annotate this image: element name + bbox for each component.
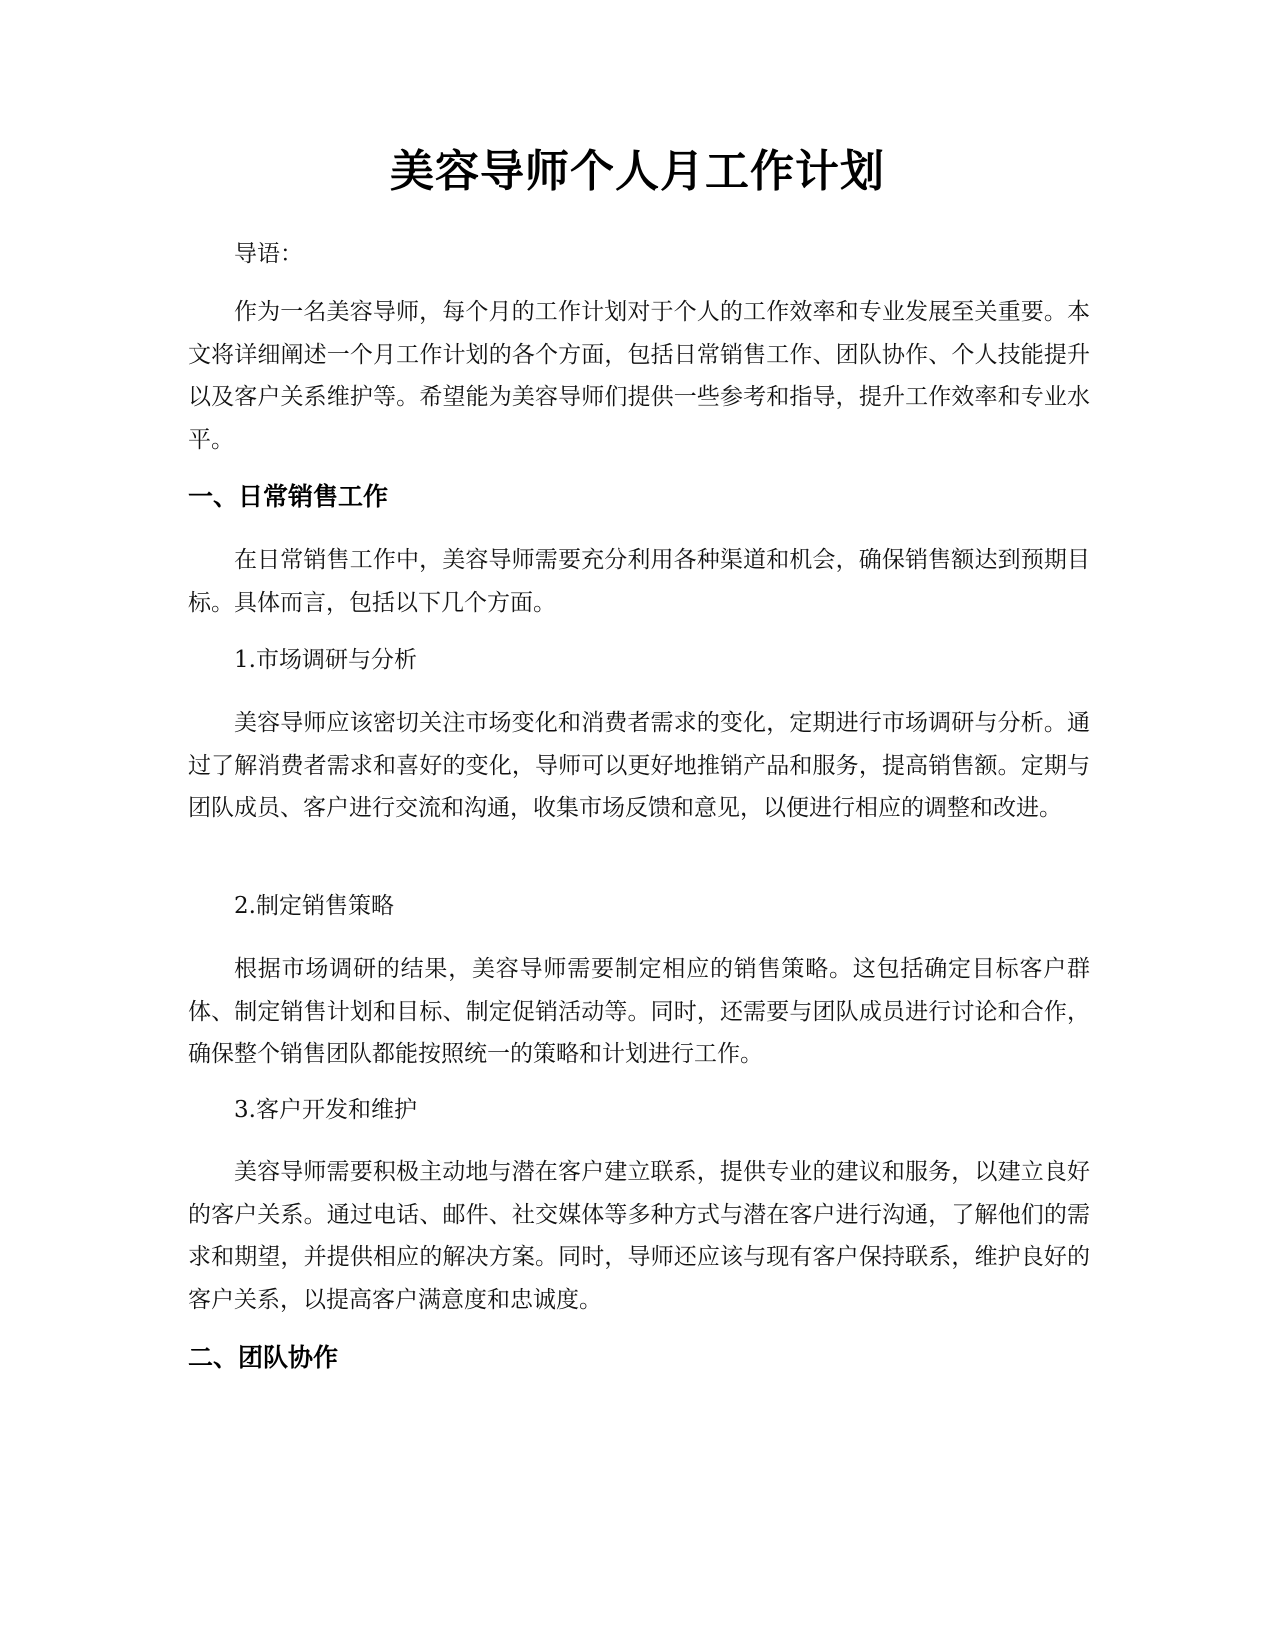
document-title: 美容导师个人月工作计划 xyxy=(390,146,885,197)
section-heading-team-collaboration: 二、团队协作 xyxy=(188,1343,339,1372)
subheading-market-research: 1.市场调研与分析 xyxy=(234,647,417,673)
section-heading-daily-sales: 一、日常销售工作 xyxy=(188,482,389,511)
section-lead-paragraph: 在日常销售工作中，美容导师需要充分利用各种渠道和机会，确保销售额达到预期目标。具体而言，包括以下几个方面。 xyxy=(188,547,1090,616)
paragraph-market-research: 美容导师应该密切关注市场变化和消费者需求的变化，定期进行市场调研与分析。通过了解消费者需求和喜好的变化，导师可以更好地推销产品和服务，提高销售额。定期与团队成员、客户进行交流和沟通，收集市场反馈和意见，以便进行相应的调整和改进。 xyxy=(188,710,1090,821)
intro-paragraph: 作为一名美容导师，每个月的工作计划对于个人的工作效率和专业发展至关重要。本文将详细阐述一个月工作计划的各个方面，包括日常销售工作、团队协作、个人技能提升以及客户关系维护等。希望能为美容导师们提供一些参考和指导，提升工作效率和专业水平。 xyxy=(188,299,1090,453)
subheading-sales-strategy: 2.制定销售策略 xyxy=(234,893,394,919)
subheading-customer-development: 3.客户开发和维护 xyxy=(234,1097,417,1123)
paragraph-customer-development: 美容导师需要积极主动地与潜在客户建立联系，提供专业的建议和服务，以建立良好的客户关系。通过电话、邮件、社交媒体等多种方式与潜在客户进行沟通，了解他们的需求和期望，并提供相应的解决方案。同时，导师还应该与现有客户保持联系，维护良好的客户关系，以提高客户满意度和忠诚度。 xyxy=(188,1159,1090,1313)
intro-label: 导语： xyxy=(234,241,303,267)
paragraph-sales-strategy: 根据市场调研的结果，美容导师需要制定相应的销售策略。这包括确定目标客户群体、制定销售计划和目标、制定促销活动等。同时，还需要与团队成员进行讨论和合作，确保整个销售团队都能按照统一的策略和计划进行工作。 xyxy=(188,956,1090,1067)
